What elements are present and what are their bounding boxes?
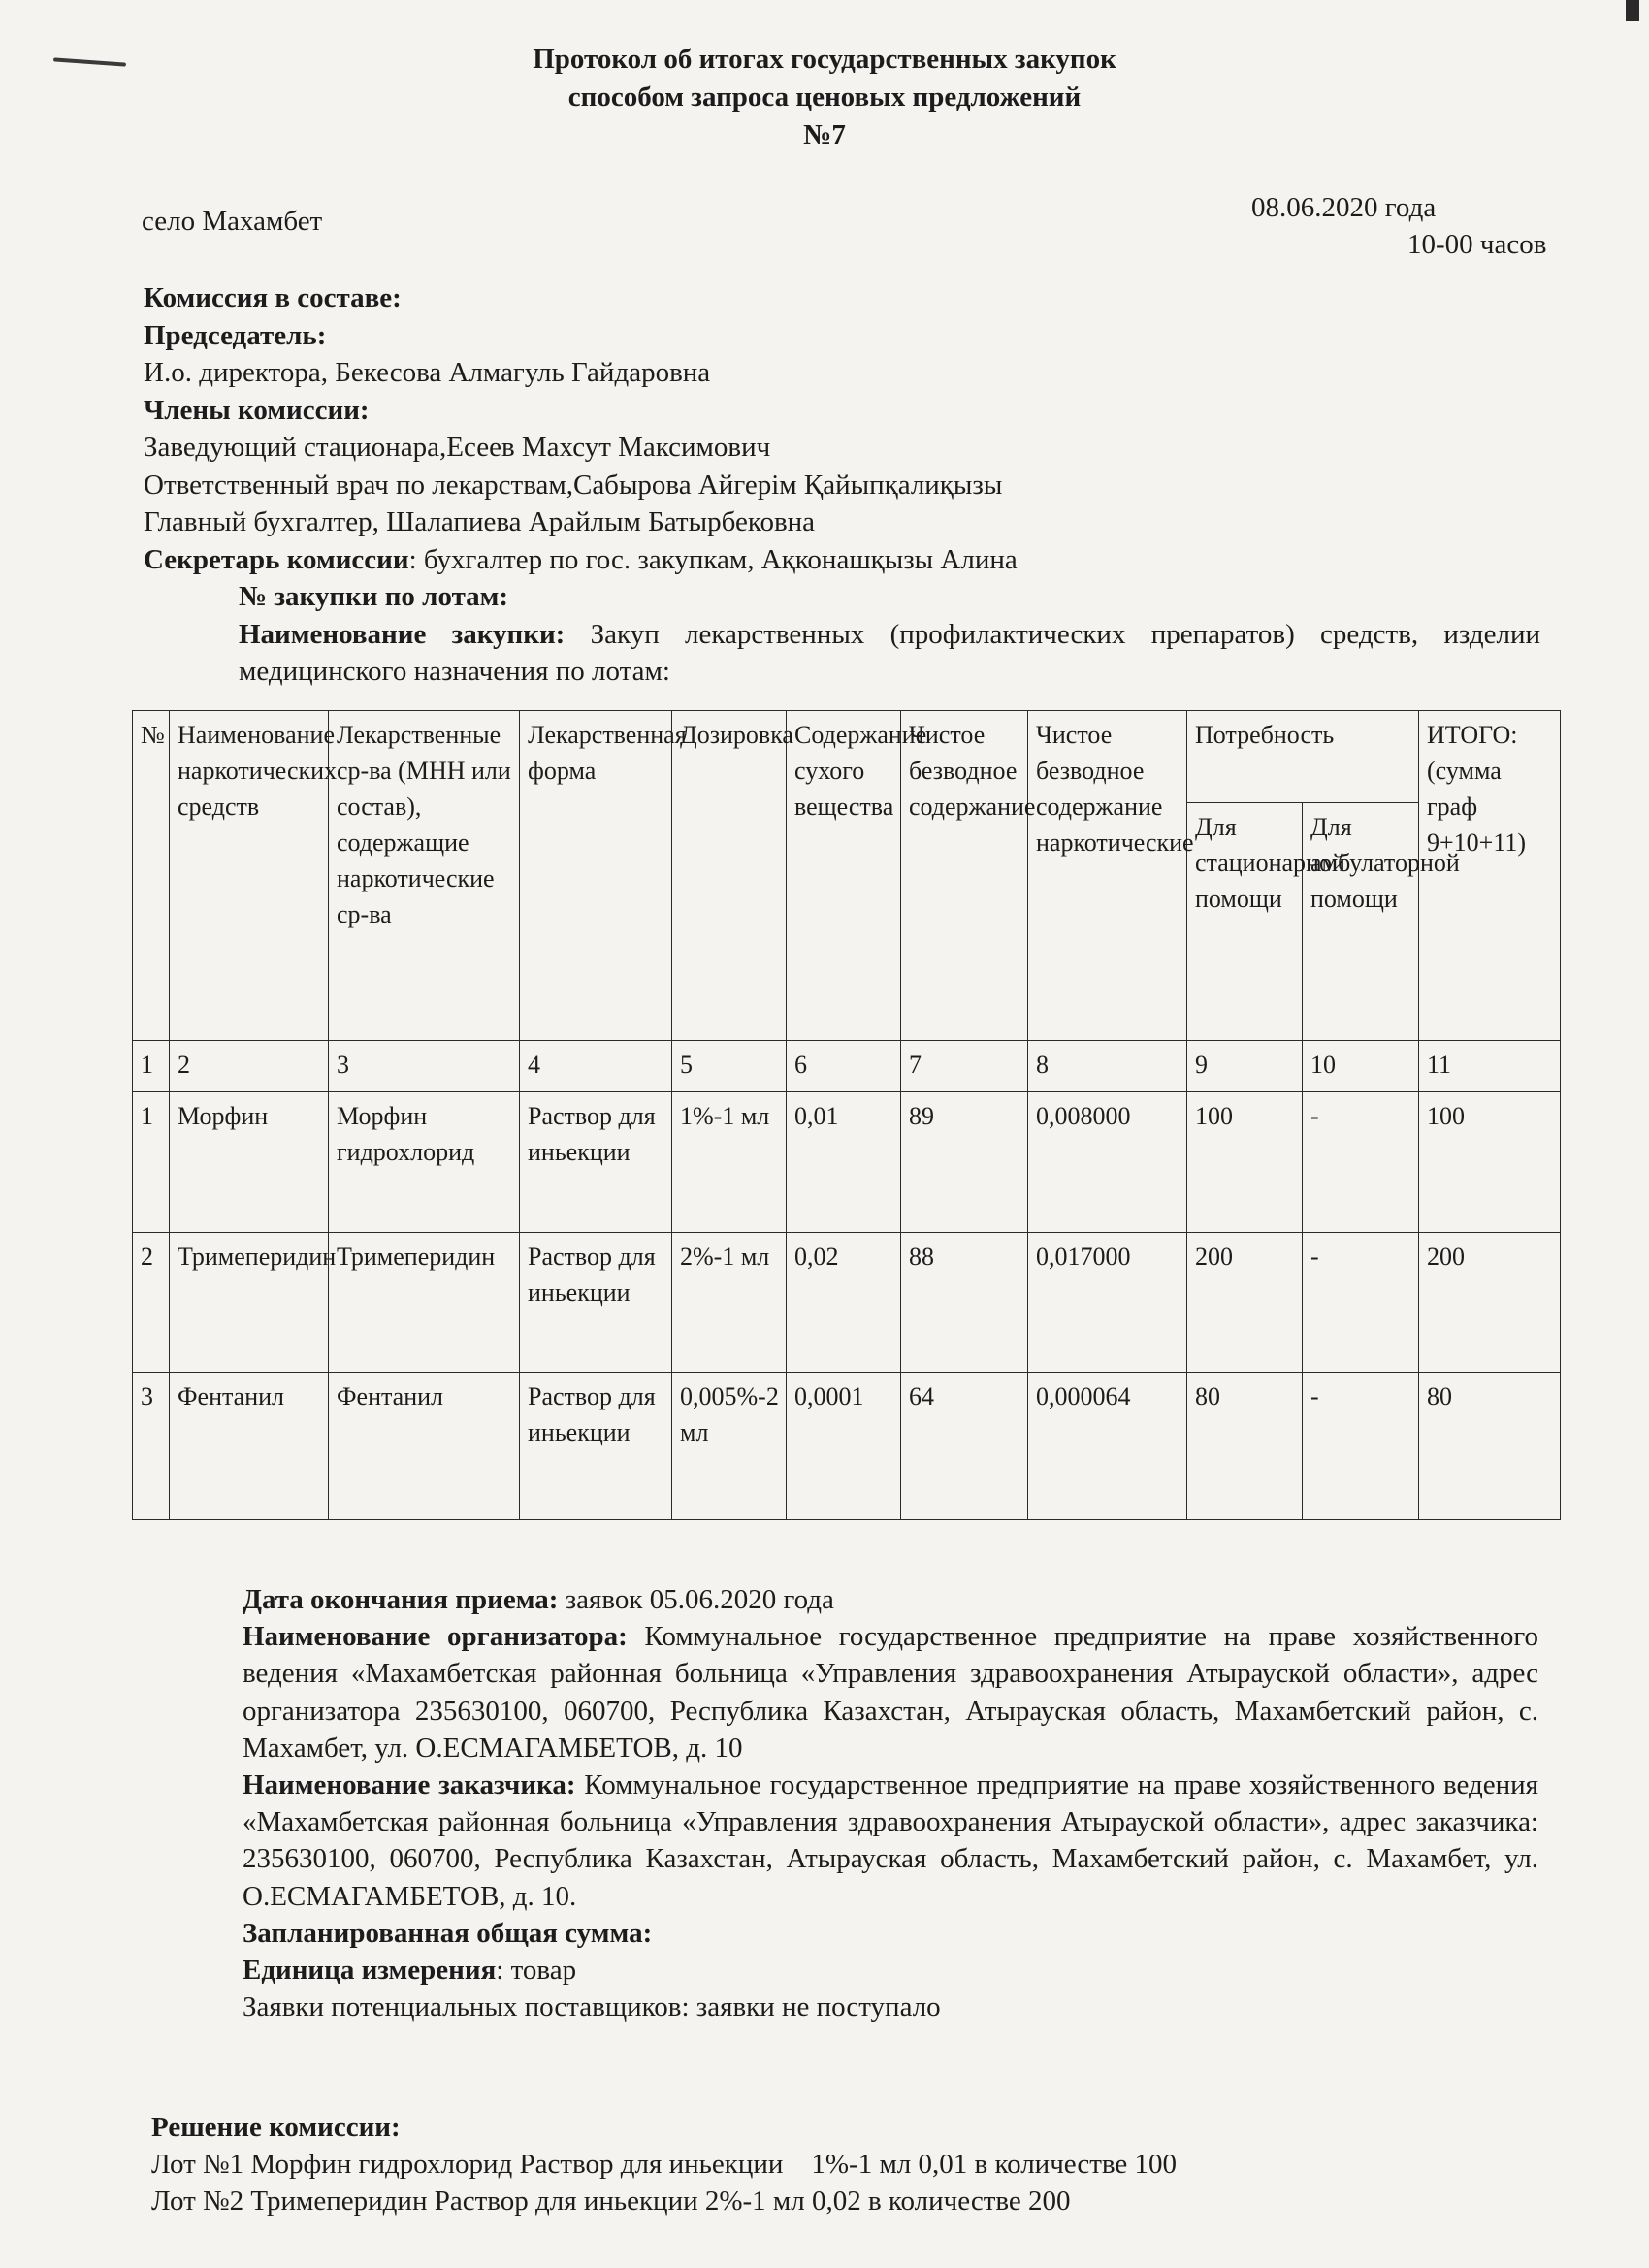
cell-no: 1 (133, 1092, 170, 1232)
col-number: 3 (329, 1041, 520, 1092)
cell-dry: 0,0001 (787, 1373, 901, 1520)
cell-dose: 2%-1 мл (672, 1232, 787, 1372)
header-dose: Дозировка (672, 711, 787, 1041)
decision-lot-1: Лот №1 Морфин гидрохлорид Раствор для иньекции 1%-1 мл 0,01 в количестве 100 (151, 2149, 1178, 2180)
title-line-1: Протокол об итогах государственных закупок (533, 44, 1116, 75)
protocol-time: 10-00 часов (1407, 229, 1547, 260)
header-dry: Содержание сухого вещества (787, 711, 901, 1041)
document-title (0, 41, 1649, 154)
planned-sum-label: Запланированная общая сумма: (242, 1917, 653, 1949)
procurement-name-text: Закуп лекарственных (профилактических препаратов) средств, изделии медицинского назначения по лотам: (239, 618, 1540, 687)
deadline-label: Дата окончания приема: (242, 1584, 559, 1615)
col-number: 2 (170, 1041, 329, 1092)
unit-value: : товар (496, 1955, 577, 1987)
customer-text: Коммунальное государственное предприятие на праве хозяйственного ведения «Махамбетская районная больница «Управления здравоохранения Атырауской области», адрес заказчика: 235630100, 060700, Республика Казахстан, Атырауская область, Махамбетский район, с. Махамбет, ул. О.ЕСМАГАМБЕТОВ, д. 10. (242, 1769, 1538, 1912)
header-form: Лекарственная форма (520, 711, 672, 1041)
header-need: Потребность (1187, 711, 1419, 803)
details-section (147, 1581, 1538, 2025)
cell-need-ambulatory: - (1303, 1373, 1419, 1520)
lots-table (132, 710, 1561, 1520)
column-number-row (133, 1041, 1561, 1092)
col-number: 7 (901, 1041, 1028, 1092)
cell-drug: Фентанил (329, 1373, 520, 1520)
members-label: Члены комиссии: (144, 394, 370, 426)
cell-pure: 64 (901, 1373, 1028, 1520)
cell-name: Тримеперидин (170, 1232, 329, 1372)
place: село Махамбет (142, 206, 323, 237)
col-number: 9 (1187, 1041, 1303, 1092)
procurement-name-label: Наименование закупки: (239, 618, 566, 650)
header-need-ambulatory: Для амбулаторной помощи (1303, 803, 1419, 1041)
header-need-stationary: Для стационарной помощи (1187, 803, 1303, 1041)
secretary-line (144, 541, 1540, 579)
decision-heading: Решение комиссии: (151, 2112, 401, 2143)
table-row (133, 1092, 1561, 1232)
bids-line: Заявки потенциальных поставщиков: заявки не поступало (242, 1992, 941, 2024)
cell-no: 2 (133, 1232, 170, 1372)
cell-total: 100 (1419, 1092, 1561, 1232)
cell-dose: 0,005%-2 мл (672, 1373, 787, 1520)
secretary-label: Секретарь комиссии (144, 543, 409, 575)
organizer-paragraph (147, 1618, 1538, 1766)
commission-section (144, 279, 1540, 691)
col-number: 6 (787, 1041, 901, 1092)
cell-total: 200 (1419, 1232, 1561, 1372)
deadline-value: заявок 05.06.2020 года (558, 1584, 834, 1615)
cell-need-ambulatory: - (1303, 1092, 1419, 1232)
col-number: 4 (520, 1041, 672, 1092)
member-3: Главный бухгалтер, Шалапиева Арайлым Батырбековна (144, 506, 816, 537)
cell-need-ambulatory: - (1303, 1232, 1419, 1372)
cell-name: Фентанил (170, 1373, 329, 1520)
protocol-date: 08.06.2020 года (1251, 192, 1437, 223)
cell-drug: Тримеперидин (329, 1232, 520, 1372)
col-number: 5 (672, 1041, 787, 1092)
title-line-2: способом запроса ценовых предложений (567, 81, 1082, 113)
unit-line (147, 1952, 1538, 1989)
cell-narc: 0,008000 (1028, 1092, 1187, 1232)
cell-dry: 0,01 (787, 1092, 901, 1232)
header-total: ИТОГО: (сумма граф 9+10+11) (1419, 711, 1561, 1041)
table-header-row (133, 711, 1561, 803)
cell-need-stationary: 200 (1187, 1232, 1303, 1372)
commission-heading: Комиссия в составе: (144, 282, 402, 313)
customer-paragraph (147, 1766, 1538, 1915)
cell-form: Раствор для иньекции (520, 1092, 672, 1232)
col-number: 11 (1419, 1041, 1561, 1092)
col-number: 10 (1303, 1041, 1419, 1092)
scan-edge-mark (1626, 0, 1639, 21)
secretary-name: : бухгалтер по гос. закупкам, Ақконашқызы Алина (408, 543, 1018, 575)
cell-pure: 89 (901, 1092, 1028, 1232)
cell-pure: 88 (901, 1232, 1028, 1372)
chair-label: Председатель: (144, 319, 327, 351)
cell-drug: Морфин гидрохлорид (329, 1092, 520, 1232)
table-row (133, 1373, 1561, 1520)
cell-narc: 0,000064 (1028, 1373, 1187, 1520)
col-number: 8 (1028, 1041, 1187, 1092)
cell-form: Раствор для иньекции (520, 1232, 672, 1372)
cell-dry: 0,02 (787, 1232, 901, 1372)
header-narc: Чистое безводное содержание наркотические (1028, 711, 1187, 1041)
lot-number-label: № закупки по лотам: (239, 581, 509, 612)
unit-label: Единица измерения (242, 1955, 497, 1987)
member-2: Ответственный врач по лекарствам,Сабырова Айгерім Қайыпқалиқызы (144, 469, 1003, 501)
cell-form: Раствор для иньекции (520, 1373, 672, 1520)
cell-need-stationary: 100 (1187, 1092, 1303, 1232)
table-row (133, 1232, 1561, 1372)
header-pure: Чистое безводное содержание (901, 711, 1028, 1041)
cell-dose: 1%-1 мл (672, 1092, 787, 1232)
organizer-text: Коммунальное государственное предприятие на праве хозяйственного ведения «Махамбетская районная больница «Управления здравоохранения Атырауской области», адрес организатора 235630100, 060700, Республика Казахстан, Атырауская область, Махамбетский район, с. Махамбет, ул. О.ЕСМАГАМБЕТОВ, д. 10 (242, 1621, 1538, 1764)
decision-section (151, 2109, 1548, 2219)
col-number: 1 (133, 1041, 170, 1092)
organizer-label: Наименование организатора: (242, 1621, 628, 1653)
header-name: Наименование наркотических средств (170, 711, 329, 1041)
cell-need-stationary: 80 (1187, 1373, 1303, 1520)
cell-total: 80 (1419, 1373, 1561, 1520)
cell-name: Морфин (170, 1092, 329, 1232)
header-no: № (133, 711, 170, 1041)
member-1: Заведующий стационара,Есеев Махсут Максимович (144, 432, 771, 463)
title-line-3: №7 (803, 119, 846, 150)
procurement-name (144, 616, 1540, 691)
header-drugs: Лекарственные ср-ва (МНН или состав), содержащие наркотические ср-ва (329, 711, 520, 1041)
customer-label: Наименование заказчика: (242, 1769, 576, 1801)
cell-narc: 0,017000 (1028, 1232, 1187, 1372)
cell-no: 3 (133, 1373, 170, 1520)
decision-lot-2: Лот №2 Тримеперидин Раствор для иньекции 2%-1 мл 0,02 в количестве 200 (151, 2186, 1071, 2217)
chair-name: И.о. директора, Бекесова Алмагуль Гайдаровна (144, 357, 711, 388)
deadline-line (147, 1581, 1538, 1618)
